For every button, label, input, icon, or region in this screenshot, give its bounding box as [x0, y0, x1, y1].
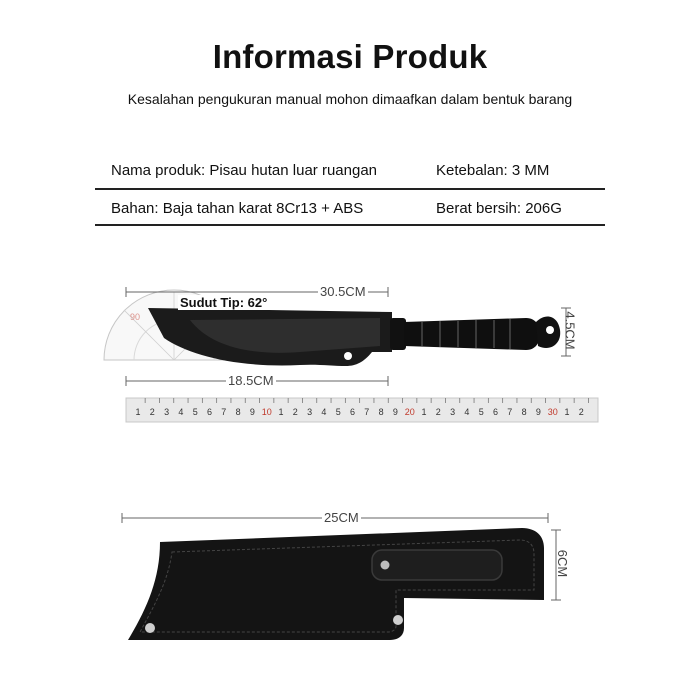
spec-weight: Berat bersih: 206G [436, 200, 562, 217]
ruler-mark: 6 [492, 407, 499, 417]
ruler-mark: 1 [421, 407, 427, 417]
rivet-icon [145, 623, 155, 633]
ruler-mark: 9 [535, 407, 541, 417]
sheath-icon [128, 528, 544, 640]
ruler-mark: 7 [221, 407, 227, 417]
blade-length-label: 18.5CM [228, 373, 274, 388]
knife-guard-icon [390, 318, 406, 350]
page-title: Informasi Produk [212, 38, 488, 75]
ruler-mark: 8 [235, 407, 241, 417]
ruler-mark: 2 [292, 407, 298, 417]
ruler-mark: 20 [404, 407, 415, 417]
tip-angle-label: Sudut Tip: 62° [180, 295, 268, 310]
ruler-mark: 2 [578, 407, 584, 417]
svg-text:90: 90 [130, 312, 141, 322]
ruler-mark: 1 [278, 407, 284, 417]
ruler-mark: 4 [321, 407, 327, 417]
spec-product-name: Nama produk: Pisau hutan luar ruangan [111, 162, 378, 179]
knife-height-label: 4.5CM [562, 311, 578, 350]
sheath-belt-loop-icon [372, 550, 502, 580]
spec-material: Bahan: Baja tahan karat 8Cr13 + ABS [111, 200, 364, 217]
knife-handle-icon [404, 318, 540, 350]
ruler-mark: 9 [392, 407, 398, 417]
page-subtitle: Kesalahan pengukuran manual mohon dimaafkan dalam bentuk barang [127, 91, 573, 107]
rivet-icon [393, 615, 403, 625]
ruler-mark: 3 [307, 407, 313, 417]
ruler-mark: 8 [378, 407, 384, 417]
ruler-mark: 5 [335, 407, 341, 417]
knife-length-label: 30.5CM [320, 284, 366, 299]
sheath-height-label: 6CM [555, 549, 571, 578]
ruler-mark: 3 [450, 407, 456, 417]
sheath-length-label: 25CM [324, 510, 359, 525]
ruler-mark: 7 [364, 407, 370, 417]
spec-thickness: Ketebalan: 3 MM [436, 162, 550, 179]
ruler-mark: 5 [192, 407, 198, 417]
ruler-mark: 1 [564, 407, 570, 417]
ruler-mark: 2 [435, 407, 441, 417]
ruler-mark: 30 [547, 407, 558, 417]
ruler-mark: 1 [135, 407, 141, 417]
ruler-mark: 6 [206, 407, 213, 417]
ruler-mark: 2 [149, 407, 155, 417]
ruler-mark: 4 [464, 407, 470, 417]
ruler-icon [126, 398, 598, 422]
ruler-mark: 5 [478, 407, 484, 417]
ruler-mark: 3 [164, 407, 170, 417]
ruler-mark: 8 [521, 407, 527, 417]
ruler-mark: 10 [261, 407, 272, 417]
ruler-mark: 9 [249, 407, 255, 417]
ruler-mark: 4 [178, 407, 184, 417]
ruler-mark: 7 [507, 407, 513, 417]
ruler-mark: 6 [349, 407, 356, 417]
